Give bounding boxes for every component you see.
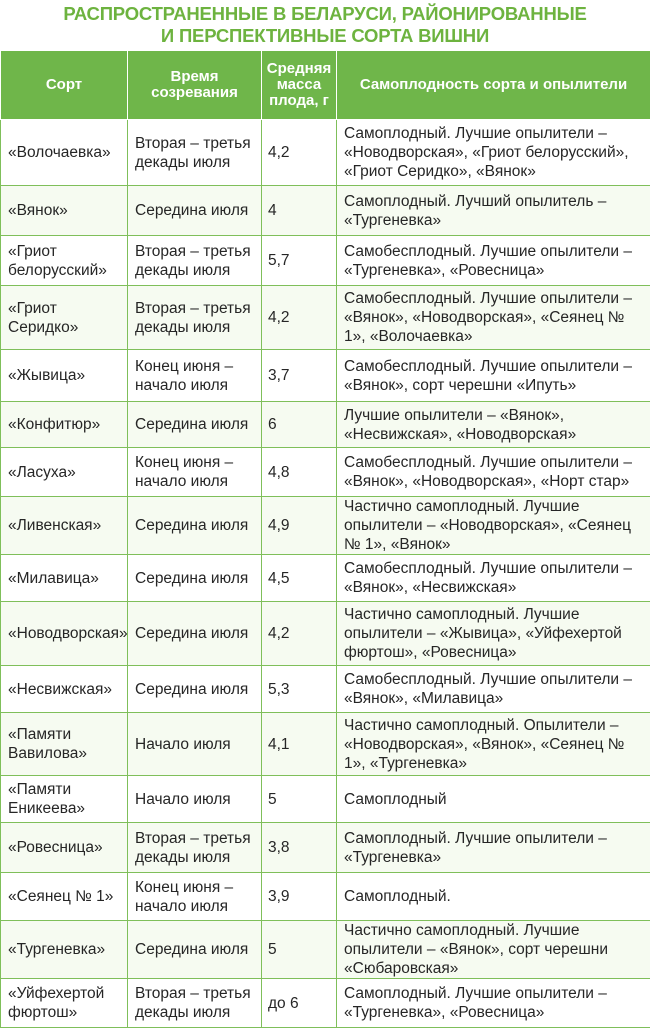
table-row (1, 713, 650, 776)
table-row (1, 776, 650, 823)
cell-ripening: Вторая – третья декады июля (128, 823, 262, 873)
cell-mass: 5 (262, 921, 337, 979)
cell-variety: «Гриот белорусский» (1, 236, 128, 286)
header-variety: Сорт (1, 51, 128, 120)
cell-pollinators: Частично самоплодный. Лучшие опылители – «Вянок», сорт черешни «Сюбаровская» (337, 921, 650, 979)
cell-pollinators: Самобесплодный. Лучшие опылители – «Вянок», «Новодворская», «Норт стар» (337, 448, 650, 497)
cell-pollinators: Самоплодный. (337, 873, 650, 921)
cell-variety: «Памяти Еникеева» (1, 776, 128, 823)
page-title (0, 0, 650, 50)
cell-variety: «Ласуха» (1, 448, 128, 497)
cell-ripening: Начало июля (128, 713, 262, 776)
cell-ripening: Середина июля (128, 497, 262, 555)
cell-ripening: Середина июля (128, 555, 262, 602)
cell-pollinators: Самоплодный. Лучший опылитель – «Тургеневка» (337, 186, 650, 236)
cell-ripening: Середина июля (128, 921, 262, 979)
cell-mass: 3,7 (262, 350, 337, 402)
table-row (1, 823, 650, 873)
cell-variety: «Волочаевка» (1, 120, 128, 186)
cell-ripening: Вторая – третья декады июля (128, 236, 262, 286)
header-pollinators: Самоплодность сорта и опылители (337, 51, 650, 120)
cell-ripening: Вторая – третья декады июля (128, 286, 262, 350)
cell-variety: «Тургеневка» (1, 921, 128, 979)
cell-ripening: Середина июля (128, 602, 262, 666)
cell-pollinators: Частично самоплодный. Лучшие опылители – «Новодворская», «Сеянец № 1», «Вянок» (337, 497, 650, 555)
table-row (1, 448, 650, 497)
table-row (1, 555, 650, 602)
cell-variety: «Конфитюр» (1, 402, 128, 448)
table-body (1, 120, 650, 1028)
cell-mass: 4,5 (262, 555, 337, 602)
cell-mass: 5 (262, 776, 337, 823)
cherry-varieties-table (0, 50, 650, 1028)
table-row (1, 286, 650, 350)
cell-mass: 5,7 (262, 236, 337, 286)
cell-variety: «Ровесница» (1, 823, 128, 873)
table-row (1, 666, 650, 713)
cell-mass: 4 (262, 186, 337, 236)
cell-variety: «Уйфехертой фюртош» (1, 979, 128, 1028)
table-row (1, 979, 650, 1028)
cell-variety: «Гриот Серидко» (1, 286, 128, 350)
table-header-row (1, 51, 650, 120)
cell-pollinators: Самобесплодный. Лучшие опылители – «Вянок», «Новодворская», «Сеянец № 1», «Волочаевка» (337, 286, 650, 350)
header-mass: Средняя масса плода, г (262, 51, 337, 120)
table-row (1, 873, 650, 921)
table-row (1, 921, 650, 979)
cell-ripening: Середина июля (128, 666, 262, 713)
cell-mass: 4,9 (262, 497, 337, 555)
cell-ripening: Начало июля (128, 776, 262, 823)
cell-pollinators: Самобесплодный. Лучшие опылители – «Вянок», «Милавица» (337, 666, 650, 713)
table-row (1, 236, 650, 286)
cell-pollinators: Лучшие опылители – «Вянок», «Несвижская», «Новодворская» (337, 402, 650, 448)
cell-ripening: Середина июля (128, 186, 262, 236)
cell-pollinators: Самоплодный. Лучшие опылители – «Тургеневка» (337, 823, 650, 873)
cell-mass: 4,2 (262, 120, 337, 186)
table-row (1, 120, 650, 186)
cell-pollinators: Самобесплодный. Лучшие опылители – «Вянок», сорт черешни «Ипуть» (337, 350, 650, 402)
cell-ripening: Вторая – третья декады июля (128, 120, 262, 186)
table-row (1, 186, 650, 236)
cell-variety: «Сеянец № 1» (1, 873, 128, 921)
table-row (1, 350, 650, 402)
cell-mass: 3,8 (262, 823, 337, 873)
title-line-2: И ПЕРСПЕКТИВНЫЕ СОРТА ВИШНИ (0, 25, 650, 47)
cell-variety: «Новодворская» (1, 602, 128, 666)
table-row (1, 602, 650, 666)
header-ripening: Время созревания (128, 51, 262, 120)
table-row (1, 402, 650, 448)
cell-pollinators: Самоплодный. Лучшие опылители – «Тургеневка», «Ровесница» (337, 979, 650, 1028)
cell-ripening: Конец июня – начало июля (128, 350, 262, 402)
cell-pollinators: Частично самоплодный. Лучшие опылители – «Жывица», «Уйфехертой фюртош», «Ровесница» (337, 602, 650, 666)
table-row (1, 497, 650, 555)
title-line-1: РАСПРОСТРАНЕННЫЕ В БЕЛАРУСИ, РАЙОНИРОВАННЫЕ (0, 3, 650, 25)
cell-variety: «Памяти Вавилова» (1, 713, 128, 776)
cell-mass: 5,3 (262, 666, 337, 713)
cell-variety: «Ливенская» (1, 497, 128, 555)
cell-ripening: Вторая – третья декады июля (128, 979, 262, 1028)
cell-pollinators: Самоплодный (337, 776, 650, 823)
cell-pollinators: Самобесплодный. Лучшие опылители – «Вянок», «Несвижская» (337, 555, 650, 602)
cell-mass: 4,2 (262, 602, 337, 666)
cell-pollinators: Самобесплодный. Лучшие опылители – «Тургеневка», «Ровесница» (337, 236, 650, 286)
cell-variety: «Милавица» (1, 555, 128, 602)
cell-mass: 4,2 (262, 286, 337, 350)
cell-pollinators: Частично самоплодный. Опылители – «Новодворская», «Вянок», «Сеянец № 1», «Тургеневка» (337, 713, 650, 776)
cell-ripening: Конец июня – начало июля (128, 873, 262, 921)
cell-mass: 4,1 (262, 713, 337, 776)
cell-mass: до 6 (262, 979, 337, 1028)
cell-mass: 4,8 (262, 448, 337, 497)
cell-pollinators: Самоплодный. Лучшие опылители – «Новодворская», «Гриот белорусский», «Гриот Серидко», «Вянок» (337, 120, 650, 186)
cell-ripening: Конец июня – начало июля (128, 448, 262, 497)
cell-mass: 3,9 (262, 873, 337, 921)
cell-mass: 6 (262, 402, 337, 448)
cell-variety: «Вянок» (1, 186, 128, 236)
cell-variety: «Жывица» (1, 350, 128, 402)
cell-ripening: Середина июля (128, 402, 262, 448)
cell-variety: «Несвижская» (1, 666, 128, 713)
